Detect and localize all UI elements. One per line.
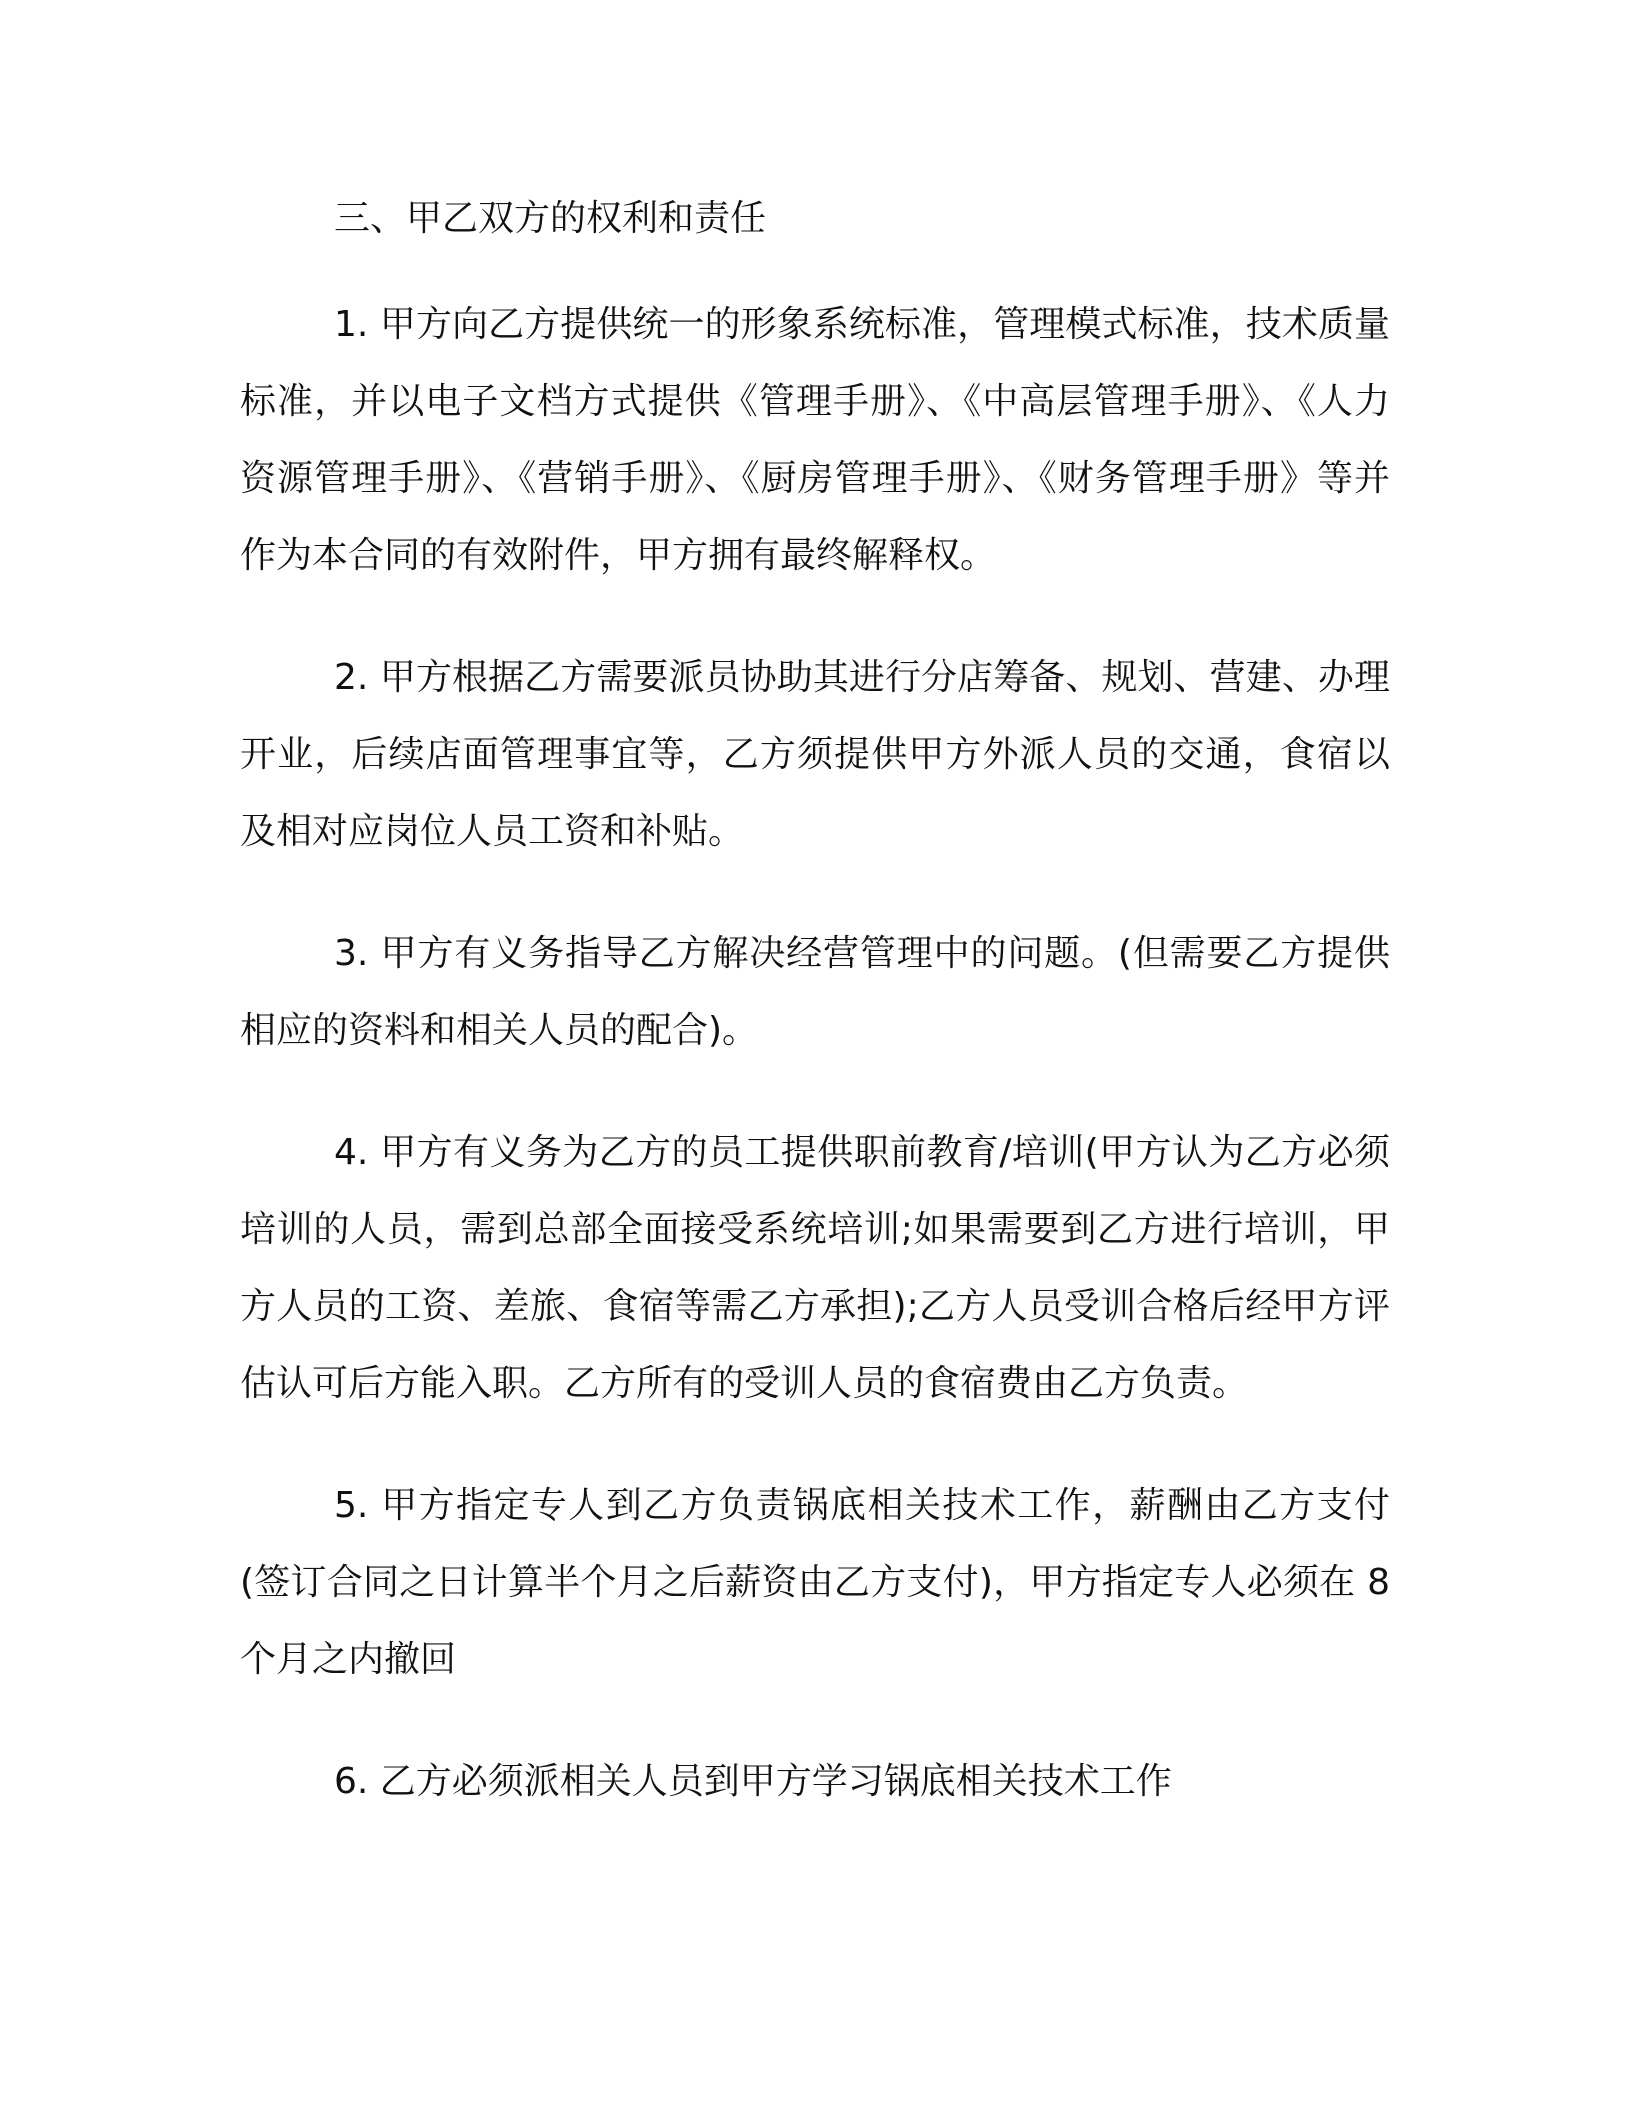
clause-3-paragraph: 3. 甲方有义务指导乙方解决经营管理中的问题。(但需要乙方提供相应的资料和相关人员的配合)。 [240, 933, 1390, 1051]
clause-1-paragraph: 1. 甲方向乙方提供统一的形象系统标准，管理模式标准，技术质量标准，并以电子文档方式提供《管理手册》、《中高层管理手册》、《人力资源管理手册》、《营销手册》、《厨房管理手册》、《财务管理手册》等并作为本合同的有效附件，甲方拥有最终解释权。 [240, 304, 1390, 576]
clause-4-paragraph: 4. 甲方有义务为乙方的员工提供职前教育/培训(甲方认为乙方必须培训的人员，需到总部全面接受系统培训;如果需要到乙方进行培训，甲方人员的工资、差旅、食宿等需乙方承担);乙方人员受训合格后经甲方评估认可后方能入职。乙方所有的受训人员的食宿费由乙方负责。 [240, 1132, 1390, 1404]
document-body [240, 190, 1390, 1820]
clause-2-paragraph: 2. 甲方根据乙方需要派员协助其进行分店筹备、规划、营建、办理开业，后续店面管理事宜等，乙方须提供甲方外派人员的交通，食宿以及相对应岗位人员工资和补贴。 [240, 657, 1390, 852]
clause-5-paragraph: 5. 甲方指定专人到乙方负责锅底相关技术工作，薪酬由乙方支付(签订合同之日计算半个月之后薪资由乙方支付)，甲方指定专人必须在 8 个月之内撤回 [240, 1485, 1390, 1680]
section-heading: 三、甲乙双方的权利和责任 [334, 198, 767, 239]
clause-6-paragraph: 6. 乙方必须派相关人员到甲方学习锅底相关技术工作 [334, 1761, 1172, 1802]
